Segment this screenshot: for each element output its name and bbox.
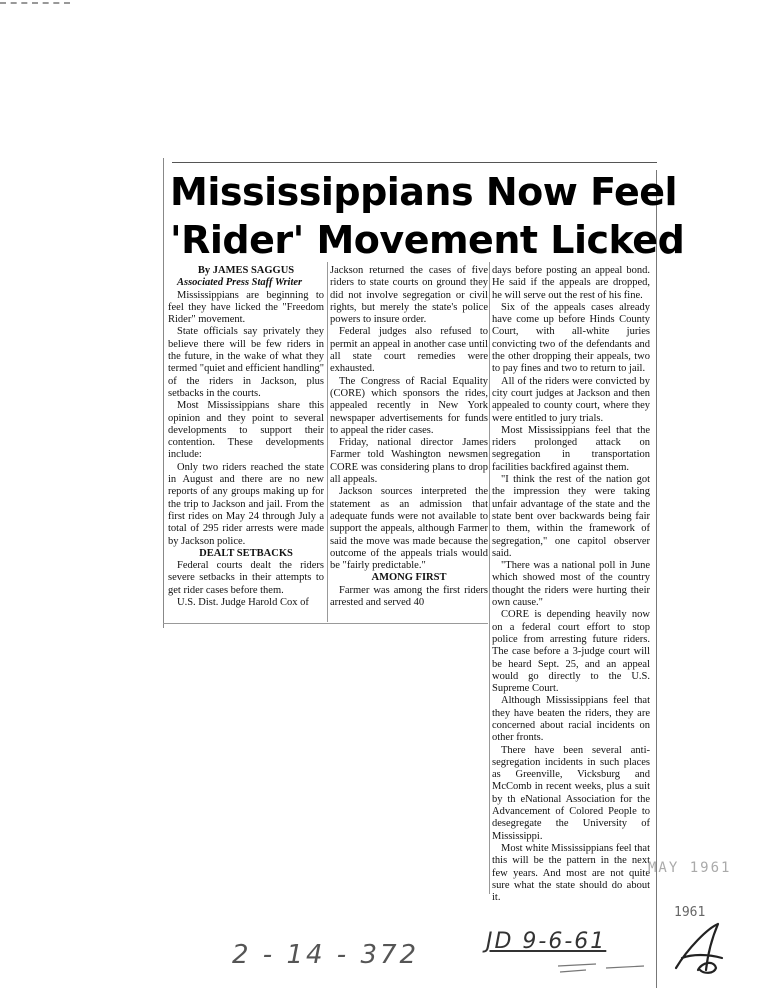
paragraph: Farmer was among the first riders arrested and served 40 [330,584,488,609]
article-column-2 [330,265,488,609]
paragraph: Federal judges also refused to permit an appeal in another case until all state court remedies were exhausted. [330,326,488,375]
paragraph: "There was a national poll in June which showed most of the country thought the riders were hurting their own cause." [492,560,650,609]
article-column-1 [168,265,324,609]
paragraph: "I think the rest of the nation got the impression they were taking unfair advantage of the state and the state bent over backwards being fair to them, within the framework of segregation," one capitol observer said. [492,474,650,559]
paragraph: U.S. Dist. Judge Harold Cox of [177,597,309,609]
stamp-year: 1961 [674,905,706,920]
paragraph: Most Mississippians share this opinion and they point to several developments to support their contention. These developments include: [168,400,324,461]
byline-affiliation: Associated Press Staff Writer [177,277,303,289]
paragraph: Six of the appeals cases already have come up before Hinds County Court, with all-white juries convicting two of the defendants and the other dropping their appeals, two to pay fines and two to return to jail. [492,301,650,375]
paragraph: Friday, national director James Farmer told Washington newsmen CORE was considering plans to drop all appeals. [330,437,488,486]
paragraph: Mississippians are beginning to feel they have licked the "Freedom Rider" movement. [168,289,324,326]
subheading: AMONG FIRST [371,572,447,584]
byline: By JAMES SAGGUS [197,265,295,276]
paragraph: days before posting an appeal bond. He said if the appeals are dropped, he will serve out the rest of his fine. [492,265,650,301]
paragraph: All of the riders were convicted by city court judges at Jackson and then appealed to county court, where they were entitled to jury trials. [492,375,650,424]
article-column-3 [492,265,650,904]
headline-line-2: 'Rider' Movement Licked [170,218,685,262]
paragraph: Most white Mississippians feel that this will be the pattern in the next few years. And most are not quite sure what the state should do about it. [492,842,650,904]
top-rule [172,162,657,163]
paragraph: Federal courts dealt the riders severe setbacks in their attempts to get rider cases before them. [168,560,324,596]
headline [170,168,685,264]
received-stamp: MAY 1961 [648,860,732,876]
clipping-bottom-rule [163,623,488,624]
paragraph: The Congress of Racial Equality (CORE) which sponsors the rides, appealed recently in New York newspaper advertisements for funds to appeal the rider cases. [330,375,488,436]
paragraph: Only two riders reached the state in August and there are no new reports of any groups making up for the trip to Jackson and jail. From the first rides on May 24 through July a total of 295 rider arrests were made by Jackson police. [168,461,324,547]
paragraph: There have been several anti-segregation incidents in such places as Greenville, Vicksburg and McComb in recent weeks, plus a suit by th eNational Association for the Advancement of Colored People to desegregate the University of Mississippi. [492,744,650,842]
column-separator [327,262,328,622]
paragraph: Although Mississippians feel that they have beaten the riders, they are concerned about racial incidents on other fronts. [492,695,650,744]
column-separator [489,262,490,894]
headline-line-1: Mississippians Now Feel [170,170,678,214]
scan-edge-dash [0,2,70,4]
paragraph: CORE is depending heavily now on a federal court effort to stop police from arresting future riders. The case before a 3-judge court will be heard Sept. 25, and an appeal would go directly to the U.S. Supreme Court. [492,609,650,695]
ink-scribble-icon [556,960,646,980]
subheading: DEALT SETBACKS [199,547,293,559]
paragraph: Most Mississippians feel that the riders prolonged attack on segregation in transportation facilities backfired against them. [492,424,650,473]
handwritten-initials-icon [668,918,728,978]
handwritten-file-number: 2 - 14 - 372 [232,940,420,970]
handwritten-date: JD 9-6-61 [486,929,607,954]
paragraph: Jackson returned the cases of five riders to state courts on ground they did not involve segregation or civil rights, but merely the state's police powers to insure order. [330,265,488,326]
paragraph: State officials say privately they believe there will be few riders in the future, in the wake of what they termed "quiet and efficient handling" of the riders in Jackson, plus setbacks in the courts. [168,326,324,399]
paragraph: Jackson sources interpreted the statement as an admission that adequate funds were not available to support the appeals, although Farmer said the move was made because the outcome of the appeals trials would be "fairly predictable." [330,486,488,572]
